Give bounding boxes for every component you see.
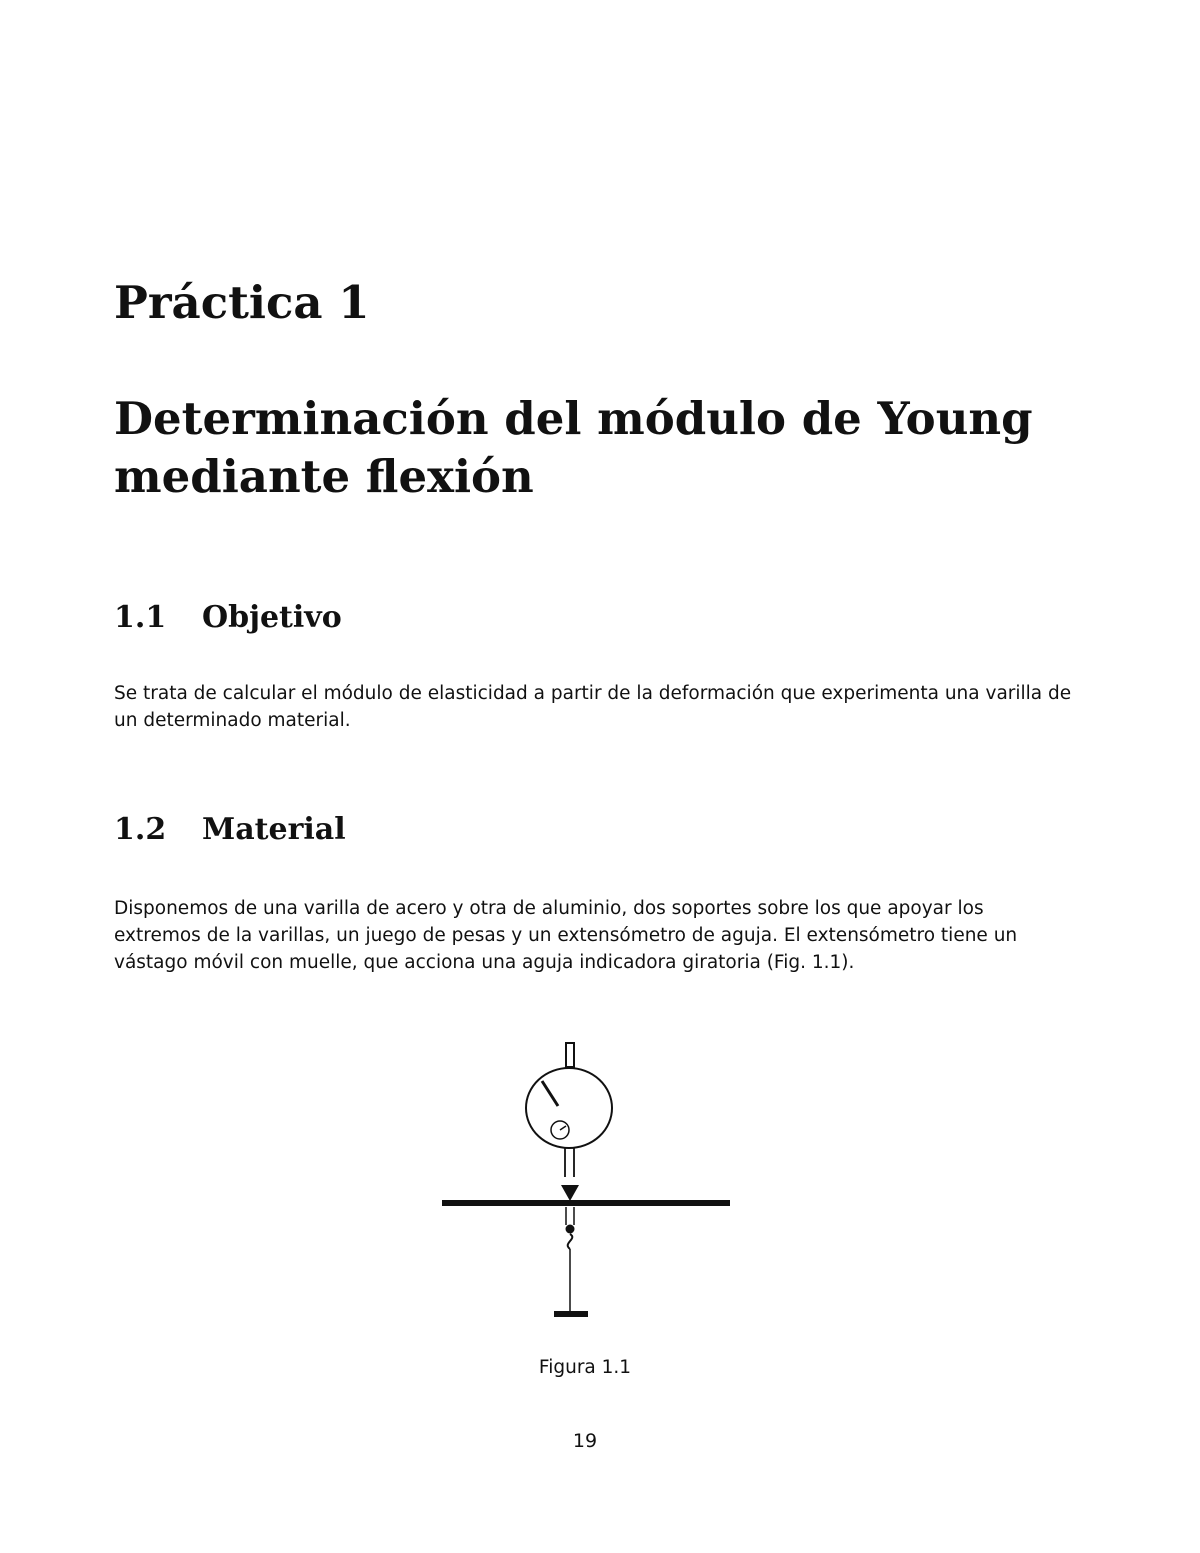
page-number: 19 <box>572 1430 598 1452</box>
dial-needle <box>542 1081 558 1106</box>
gauge-stem <box>565 1148 574 1177</box>
section-number: 1.1 <box>114 600 167 635</box>
weight-plate <box>554 1311 588 1317</box>
section-number: 1.2 <box>114 812 167 847</box>
plunger-cap <box>566 1043 574 1067</box>
section-heading-objetivo <box>114 600 342 635</box>
contact-point <box>561 1185 579 1201</box>
chapter-title: Determinación del módulo de Young mediante flexión <box>114 392 1033 503</box>
section-title: Material <box>202 812 346 847</box>
section-heading-material <box>114 812 346 847</box>
chapter-label: Práctica 1 <box>114 276 370 329</box>
figure-caption: Figura 1.1 <box>538 1357 632 1378</box>
dial-face <box>526 1068 612 1148</box>
section-title: Objetivo <box>202 600 342 635</box>
spring-clip <box>566 1225 575 1234</box>
material-paragraph: Disponemos de una varilla de acero y otra de aluminio, dos soportes sobre los que apoyar los extremos de la varillas, un juego de pesas y un extensómetro de aguja. El extensómetro tiene un vástago móvil con muelle, que acciona una aguja indicadora giratoria (Fig. 1.1). <box>114 898 1018 973</box>
objetivo-paragraph: Se trata de calcular el módulo de elasticidad a partir de la deformación que experimenta una varilla de un determinado material. <box>114 683 1072 731</box>
dial-gauge-figure <box>430 1035 750 1330</box>
rod <box>442 1200 730 1206</box>
